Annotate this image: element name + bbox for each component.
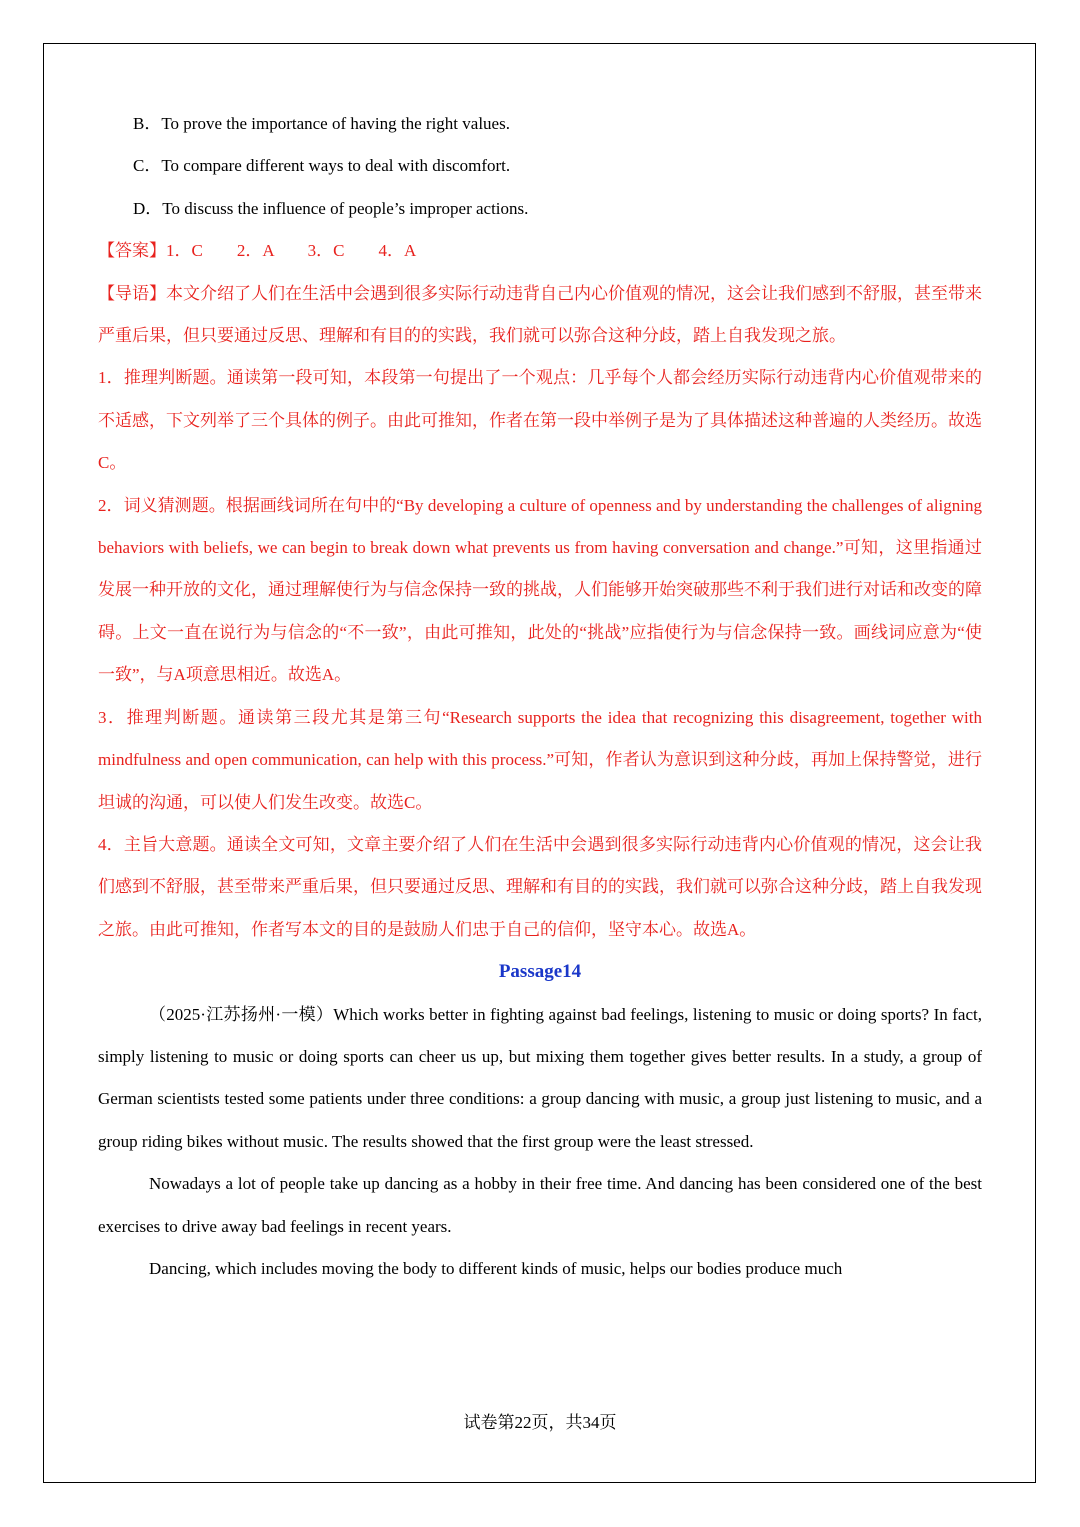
option-c: C．To compare different ways to deal with discomfort. — [133, 156, 511, 176]
explanation-q4: 4．主旨大意题。通读全文可知，文章主要介绍了人们在生活中会遇到很多实际行动违背内心价值观的情况，这会让我们感到不舒服，甚至带来严重后果，但只要通过反思、理解和有目的的实践，我们就可以弥合这种分歧，踏上自我发现之旅。由此可推知，作者写本文的目的是鼓励人们忠于自己的信仰，坚守本心。故选A。 — [98, 834, 982, 939]
page-footer: 试卷第22页，共34页 — [463, 1413, 617, 1432]
answer-key: 【答案】1．C 2．A 3．C 4．A — [98, 241, 417, 261]
option-d: D．To discuss the influence of people’s improper actions. — [133, 198, 529, 218]
explanation-q1: 1．推理判断题。通读第一段可知，本段第一句提出了一个观点：几乎每个人都会经历实际行动违背内心价值观带来的不适感，下文列举了三个具体的例子。由此可推知，作者在第一段中举例子是为了具体描述这种普遍的人类经历。故选C。 — [98, 368, 982, 473]
option-b: B．To prove the importance of having the right values. — [133, 114, 510, 133]
explanation-q2: 2．词义猜测题。根据画线词所在句中的“By developing a culture of openness and by understanding the challenges of aligning behaviors with beliefs, we can begin to break down what prevents us from having conversation and change.”可知，这里指通过发展一种开放的文化，通过理解使行为与信念保持一致的挑战，人们能够开始突破那些不利于我们进行对话和改变的障碍。上文一直在说行为与信念的“不一致”，由此可推知，此处的“挑战”应指使行为与信念保持一致。画线词应意为“使一致”，与A项意思相近。故选A。 — [98, 495, 982, 685]
passage-paragraph-2: Nowadays a lot of people take up dancing as a hobby in their free time. And dancing has been considered one of the best exercises to drive away bad feelings in recent years. — [98, 1174, 982, 1236]
guide-summary: 【导语】本文介绍了人们在生活中会遇到很多实际行动违背自己内心价值观的情况，这会让我们感到不舒服，甚至带来严重后果，但只要通过反思、理解和有目的的实践，我们就可以弥合这种分歧，踏上自我发现之旅。 — [98, 283, 982, 346]
passage-title: Passage14 — [498, 961, 582, 983]
passage-paragraph-3: Dancing, which includes moving the body to different kinds of music, helps our bodies produce much — [149, 1258, 843, 1278]
explanation-q3: 3．推理判断题。通读第三段尤其是第三句“Research supports the idea that recognizing this disagreement, together with mindfulness and open communication, can help with this process.”可知，作者认为意识到这种分歧，再加上保持警觉，进行坦诚的沟通，可以使人们发生改变。故选C。 — [98, 707, 982, 812]
passage-paragraph-1: （2025·江苏扬州·一模）Which works better in fighting against bad feelings, listening to music or doing sports? In fact, simply listening to music or doing sports can cheer us up, but mixing them together gives better results. In a study, a group of German scientists tested some patients under three conditions: a group dancing with music, a group just listening to music, and a group riding bikes without music. The results showed that the first group were the least stressed. — [98, 1004, 982, 1151]
page-content — [98, 103, 982, 1290]
